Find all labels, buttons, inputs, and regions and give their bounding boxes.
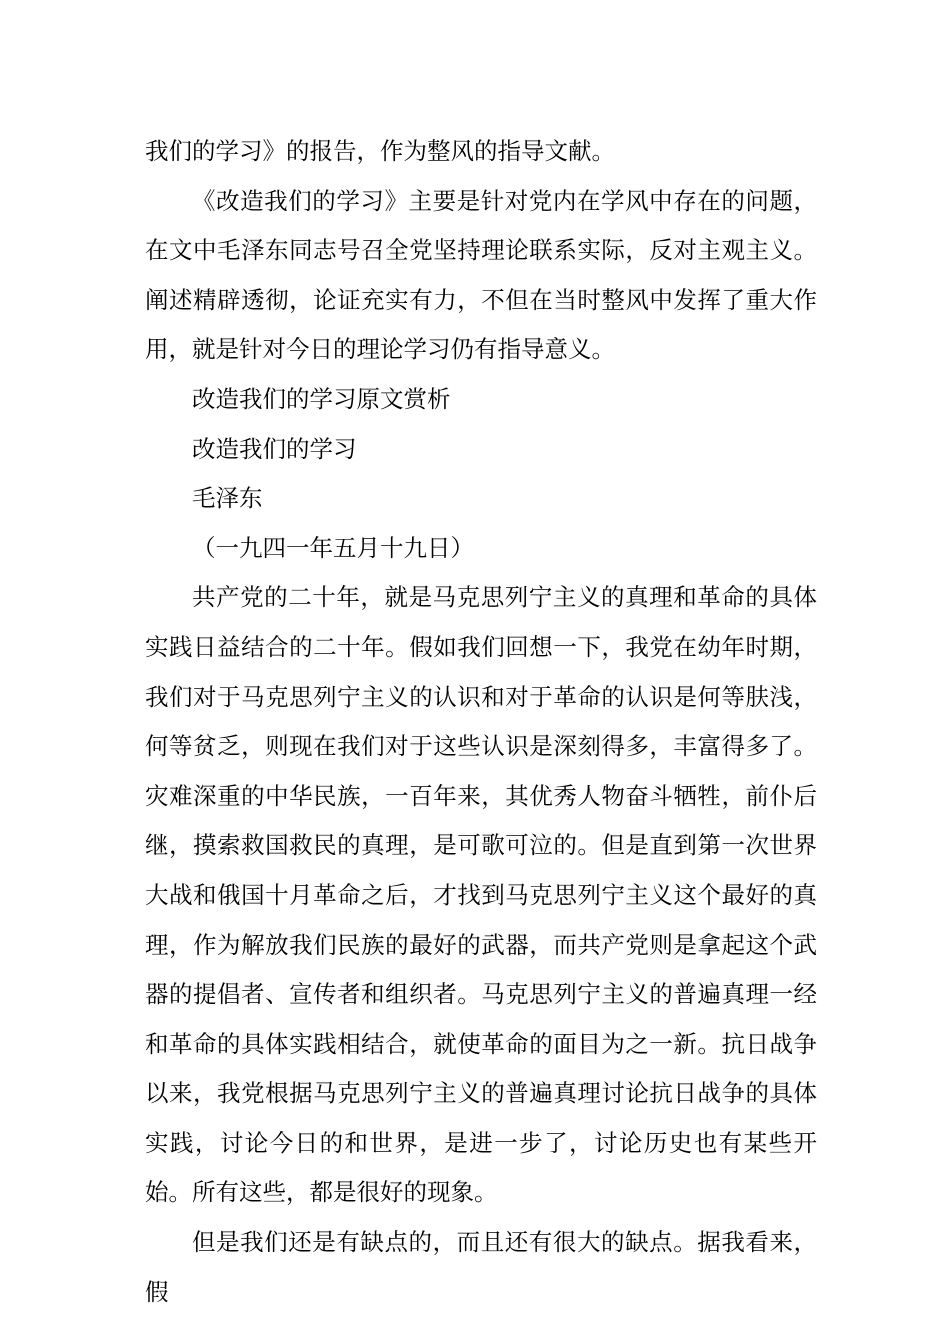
article-author: 毛泽东 <box>192 484 263 513</box>
article-title: 改造我们的学习 <box>192 434 357 463</box>
paragraph-body: 共产党的二十年，就是马克思列宁主义的真理和革命的具体实践日益结合的二十年。假如我们回想一下，我党在幼年时期，我们对于马克思列宁主义的认识和对于革命的认识是何等肤浅，何等贫乏，则现在我们对于这些认识是深刻得多，丰富得多了。灾难深重的中华民族，一百年来，其优秀人物奋斗牺牲，前仆后继，摸索救国救民的真理，是可歌可泣的。但是直到第一次世界大战和俄国十月革命之后，才找到马克思列宁主义这个最好的真理，作为解放我们民族的最好的武器，而共产党则是拿起这个武器的提倡者、宣传者和组织者。马克思列宁主义的普遍真理一经和革命的具体实践相结合，就使革命的面目为之一新。抗日战争以来，我党根据马克思列宁主义的普遍真理讨论抗日战争的具体实践，讨论今日的和世界，是进一步了，讨论历史也有某些开始。所有这些，都是很好的现象。 <box>145 583 817 1207</box>
paragraph-introduction: 《改造我们的学习》主要是针对党内在学风中存在的问题，在文中毛泽东同志号召全党坚持理论联系实际，反对主观主义。阐述精辟透彻，论证充实有力，不但在当时整风中发挥了重大作用，就是针对今日的理论学习仍有指导意义。 <box>145 186 817 364</box>
article-date: （一九四一年五月十九日） <box>192 533 474 562</box>
section-heading: 改造我们的学习原文赏析 <box>192 384 451 413</box>
paragraph-body: 但是我们还是有缺点的，而且还有很大的缺点。据我看来，假 <box>145 1228 817 1306</box>
document-body <box>145 127 817 1317</box>
paragraph-continuation: 我们的学习》的报告，作为整风的指导文献。 <box>145 137 615 165</box>
